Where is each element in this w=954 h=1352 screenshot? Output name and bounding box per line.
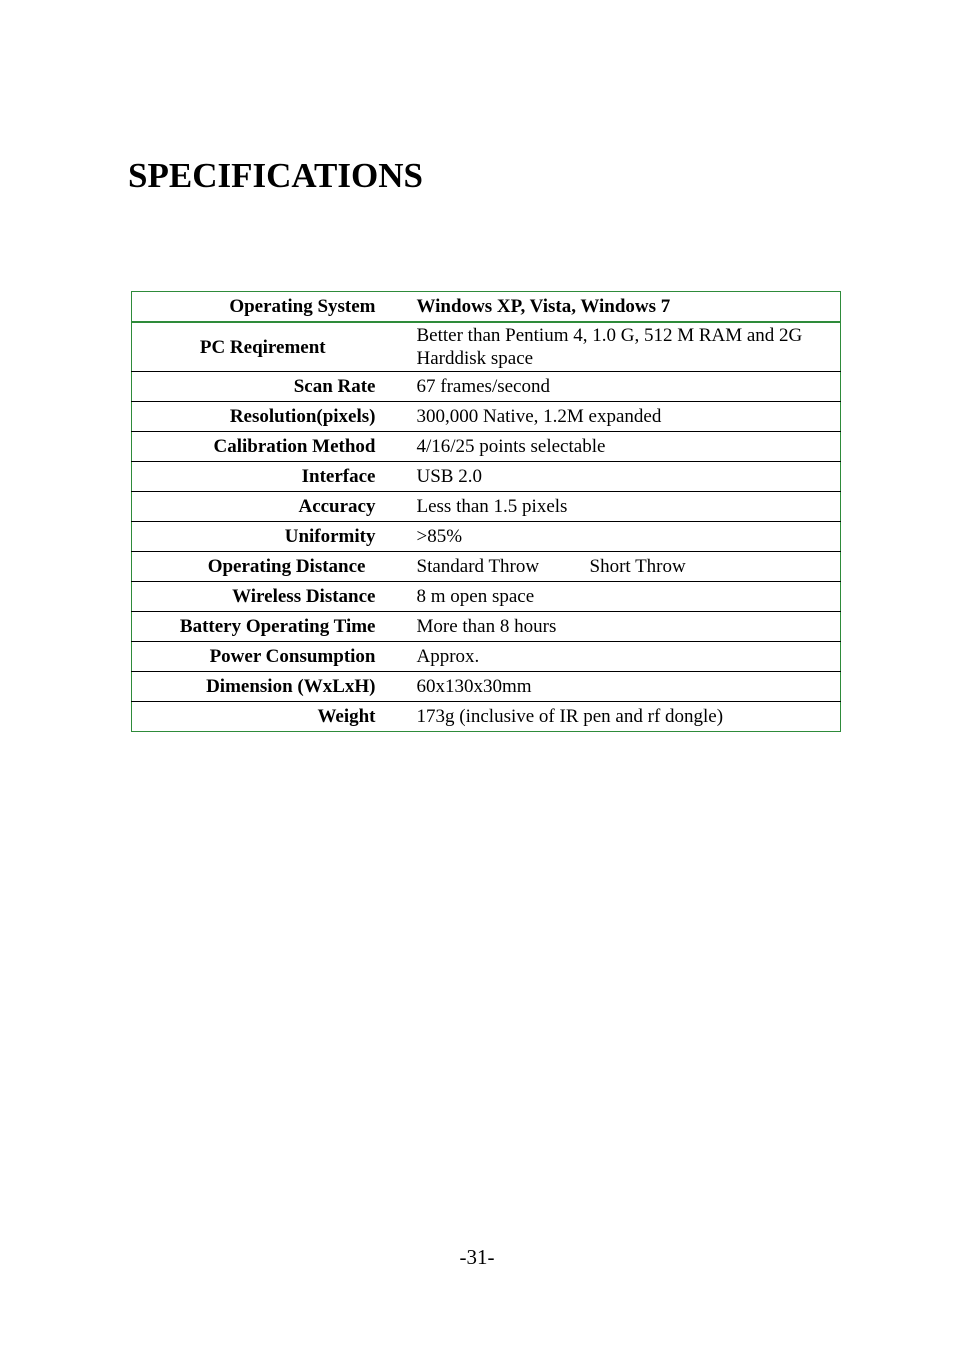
table-row — [132, 672, 841, 702]
table-row — [132, 322, 841, 372]
page-number: -31- — [459, 1245, 495, 1269]
spec-label: Wireless Distance — [132, 582, 394, 612]
spec-label: Battery Operating Time — [132, 612, 394, 642]
spec-label: Operating System — [132, 292, 394, 323]
spec-label: Calibration Method — [132, 432, 394, 462]
table-row — [132, 702, 841, 732]
spec-label: Power Consumption — [132, 642, 394, 672]
spec-value: 173g (inclusive of IR pen and rf dongle) — [394, 702, 841, 732]
spec-label: PC Reqirement — [132, 322, 394, 372]
spec-value: Windows XP, Vista, Windows 7 — [394, 292, 841, 323]
table-row — [132, 642, 841, 672]
spec-label: Weight — [132, 702, 394, 732]
spec-value: >85% — [394, 522, 841, 552]
spec-label: Operating Distance — [132, 552, 394, 582]
table-row — [132, 522, 841, 552]
table-row — [132, 432, 841, 462]
table-row — [132, 292, 841, 323]
table-row — [132, 552, 841, 582]
table-row — [132, 612, 841, 642]
throw-option-short: Short Throw — [589, 556, 686, 577]
spec-value: More than 8 hours — [394, 612, 841, 642]
page-title: SPECIFICATIONS — [128, 156, 423, 195]
spec-value: Better than Pentium 4, 1.0 G, 512 M RAM and 2G Harddisk space — [394, 322, 841, 372]
table-row — [132, 402, 841, 432]
specifications-table — [131, 291, 841, 732]
table-row — [132, 462, 841, 492]
spec-label: Scan Rate — [132, 372, 394, 402]
spec-label: Uniformity — [132, 522, 394, 552]
spec-value: 60x130x30mm — [394, 672, 841, 702]
table-row — [132, 492, 841, 522]
spec-label: Resolution(pixels) — [132, 402, 394, 432]
spec-value: 4/16/25 points selectable — [394, 432, 841, 462]
table-row — [132, 582, 841, 612]
spec-value: 67 frames/second — [394, 372, 841, 402]
spec-value: Less than 1.5 pixels — [394, 492, 841, 522]
spec-value: USB 2.0 — [394, 462, 841, 492]
spec-value — [394, 552, 841, 582]
spec-value: 300,000 Native, 1.2M expanded — [394, 402, 841, 432]
spec-value: Approx. — [394, 642, 841, 672]
spec-label: Interface — [132, 462, 394, 492]
spec-label: Accuracy — [132, 492, 394, 522]
table-row — [132, 372, 841, 402]
spec-label: Dimension (WxLxH) — [132, 672, 394, 702]
throw-option-standard: Standard Throw — [416, 556, 540, 577]
spec-value: 8 m open space — [394, 582, 841, 612]
